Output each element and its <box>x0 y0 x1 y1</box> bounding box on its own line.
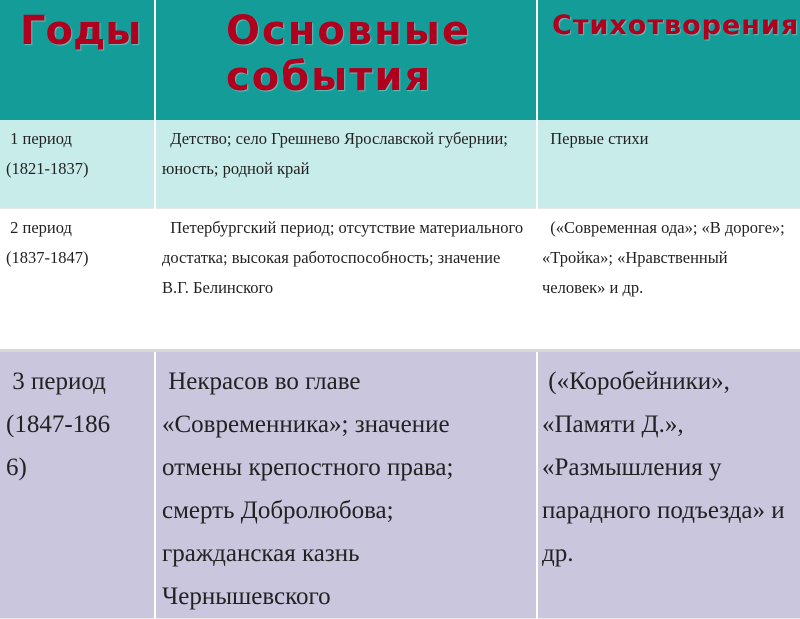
period-cell <box>0 120 155 208</box>
events-text: Некрасов во главе «Современника»; значение отмены крепостного права; смерть Добролюбова; гражданская казнь Чернышевского <box>162 367 460 610</box>
period-text: 1 период (1821-1837) <box>6 129 89 178</box>
poems-cell <box>537 120 800 208</box>
period-cell <box>0 350 155 618</box>
poems-cell <box>537 350 800 618</box>
header-main-events: Основные события <box>155 0 537 120</box>
table-row <box>0 350 800 618</box>
header-poems: Стихотворения <box>537 0 800 120</box>
poems-cell <box>537 208 800 350</box>
events-cell <box>155 208 537 350</box>
period-cell <box>0 208 155 350</box>
period-text: 2 период (1837-1847) <box>6 217 89 267</box>
table-header-row <box>0 0 800 120</box>
events-text: Петербургский период; отсутствие материального достатка; высокая работоспособность; значение В.Г. Белинского <box>162 217 528 297</box>
poems-text: Первые стихи <box>542 129 649 148</box>
events-cell <box>155 120 537 208</box>
period-text: 3 период (1847-186 6) <box>6 367 111 481</box>
table-row <box>0 120 800 208</box>
poems-text: («Коробейники», «Памяти Д.», «Размышления у парадного подъезда» и др. <box>542 367 791 567</box>
header-years: Годы <box>0 0 155 120</box>
poems-text: («Современная ода»; «В дороге»; «Тройка»; «Нравственный человек» и др. <box>542 217 789 297</box>
events-cell <box>155 350 537 618</box>
table-row <box>0 208 800 350</box>
events-text: Детство; село Грешнево Ярославской губернии; юность; родной край <box>162 129 513 178</box>
